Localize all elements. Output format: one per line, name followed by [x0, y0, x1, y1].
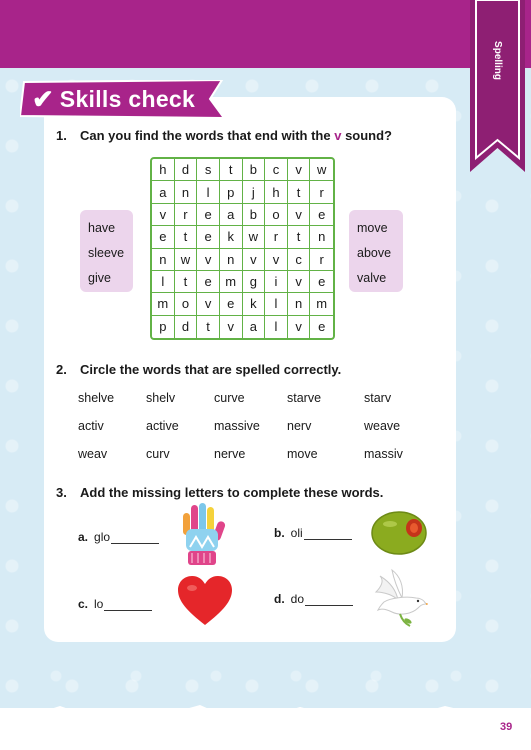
- grid-cell[interactable]: g: [243, 271, 266, 293]
- grid-cell[interactable]: e: [318, 319, 326, 335]
- word-option[interactable]: shelve: [78, 391, 115, 405]
- word-option[interactable]: massive: [214, 419, 260, 433]
- question-text-end: sound?: [341, 128, 392, 143]
- grid-cell[interactable]: m: [310, 293, 333, 315]
- word-option[interactable]: nerve: [214, 447, 246, 461]
- grid-cell[interactable]: e: [197, 271, 220, 293]
- missing-letters-a[interactable]: [78, 530, 159, 544]
- grid-cell[interactable]: r: [175, 204, 198, 226]
- word-option[interactable]: shelv: [146, 391, 176, 405]
- item-label: c.: [78, 597, 89, 611]
- grid-cell[interactable]: v: [288, 316, 311, 338]
- word-option[interactable]: curve: [214, 391, 245, 405]
- word-option[interactable]: starve: [287, 391, 322, 405]
- page-number: 39: [500, 721, 513, 733]
- word-prefix: glo: [94, 530, 111, 544]
- heart-icon: [177, 575, 233, 627]
- grid-cell[interactable]: r: [310, 181, 333, 203]
- word-option[interactable]: massiv: [364, 447, 403, 461]
- grid-cell[interactable]: v: [243, 249, 266, 271]
- grid-cell[interactable]: n: [152, 249, 175, 271]
- grid-cell[interactable]: t: [220, 159, 243, 181]
- word-option[interactable]: active: [146, 419, 179, 433]
- olive-icon: [370, 510, 428, 556]
- grid-cell[interactable]: k: [243, 293, 266, 315]
- header-band: [0, 0, 531, 68]
- question-2: [56, 362, 341, 377]
- grid-cell[interactable]: e: [310, 271, 333, 293]
- section-tab-label: Spelling: [492, 40, 503, 80]
- grid-cell[interactable]: n: [220, 249, 243, 271]
- word-list-right: [349, 210, 403, 292]
- grid-cell[interactable]: l: [265, 293, 288, 315]
- grid-cell[interactable]: l: [197, 181, 220, 203]
- word-option[interactable]: move: [287, 447, 318, 461]
- grid-cell[interactable]: t: [197, 316, 220, 338]
- word-option[interactable]: starv: [364, 391, 392, 405]
- grid-cell[interactable]: e: [197, 226, 220, 248]
- question-3: [56, 485, 383, 500]
- word-list-item: move: [357, 221, 388, 235]
- grid-cell[interactable]: v: [152, 204, 175, 226]
- question-text: Add the missing letters to complete these words.: [80, 485, 384, 500]
- grid-cell[interactable]: i: [265, 271, 288, 293]
- grid-cell[interactable]: d: [175, 159, 198, 181]
- item-label: a.: [78, 530, 89, 544]
- word-prefix: oli: [290, 526, 303, 540]
- grid-cell[interactable]: r: [310, 249, 333, 271]
- grid-cell[interactable]: d: [175, 316, 198, 338]
- word-option[interactable]: curv: [146, 447, 170, 461]
- word-list-item: valve: [357, 271, 387, 285]
- grid-cell[interactable]: w: [175, 249, 198, 271]
- word-list-left: [80, 210, 133, 292]
- glove-icon: [180, 503, 226, 569]
- grid-cell[interactable]: c: [265, 159, 288, 181]
- grid-cell[interactable]: j: [243, 181, 266, 203]
- grid-cell[interactable]: w: [310, 159, 333, 181]
- item-label: d.: [274, 592, 285, 606]
- grid-cell[interactable]: o: [265, 204, 288, 226]
- grid-cell[interactable]: e: [152, 226, 175, 248]
- grid-cell[interactable]: w: [243, 226, 266, 248]
- question-1: [56, 128, 392, 143]
- grid-cell[interactable]: v: [197, 249, 220, 271]
- grid-cell[interactable]: n: [310, 226, 333, 248]
- question-number: 3.: [56, 485, 67, 500]
- dove-icon: [372, 568, 428, 630]
- missing-letters-d[interactable]: [274, 592, 353, 606]
- answer-line[interactable]: [111, 532, 159, 544]
- grid-cell[interactable]: b: [243, 159, 266, 181]
- grid-cell[interactable]: l: [265, 316, 288, 338]
- grid-cell[interactable]: a: [243, 316, 266, 338]
- grid-cell[interactable]: n: [175, 181, 198, 203]
- grid-cell[interactable]: t: [288, 181, 311, 203]
- answer-line[interactable]: [304, 528, 352, 540]
- grid-cell[interactable]: k: [220, 226, 243, 248]
- grid-cell[interactable]: e: [310, 204, 333, 226]
- grid-cell[interactable]: v: [288, 271, 311, 293]
- question-number: 1.: [56, 128, 67, 143]
- word-option[interactable]: weave: [364, 419, 401, 433]
- grid-cell[interactable]: t: [175, 226, 198, 248]
- section-tab: [470, 0, 525, 175]
- word-list-item: have: [88, 221, 116, 235]
- grid-cell[interactable]: n: [288, 293, 311, 315]
- question-number: 2.: [56, 362, 67, 377]
- grid-cell[interactable]: o: [175, 293, 198, 315]
- word-option[interactable]: nerv: [287, 419, 312, 433]
- grid-cell[interactable]: v: [288, 159, 311, 181]
- grid-cell[interactable]: a: [152, 181, 175, 203]
- grid-cell[interactable]: v: [288, 204, 311, 226]
- grid-cell[interactable]: v: [265, 249, 288, 271]
- grid-cell[interactable]: a: [220, 204, 243, 226]
- word-list-item: give: [88, 271, 111, 285]
- grid-cell[interactable]: e: [197, 204, 220, 226]
- word-prefix: lo: [94, 597, 104, 611]
- grid-cell[interactable]: t: [175, 271, 198, 293]
- word-search-grid: [150, 157, 335, 340]
- grid-cell[interactable]: p: [152, 316, 175, 338]
- grid-cell[interactable]: r: [265, 226, 288, 248]
- grid-cell[interactable]: m: [220, 271, 243, 293]
- grid-cell[interactable]: v: [197, 293, 220, 315]
- word-option[interactable]: activ: [78, 419, 104, 433]
- highlight-letter: v: [334, 128, 342, 143]
- grid-cell[interactable]: l: [152, 271, 175, 293]
- missing-letters-b[interactable]: [274, 526, 352, 540]
- grid-cell[interactable]: s: [197, 159, 220, 181]
- grid-cell[interactable]: v: [220, 316, 243, 338]
- check-mark-icon: ✔: [32, 83, 54, 114]
- word-list-item: above: [357, 246, 392, 260]
- grid-cell[interactable]: e: [220, 293, 243, 315]
- grid-cell[interactable]: h: [152, 159, 175, 181]
- item-label: b.: [274, 526, 285, 540]
- question-text: Circle the words that are spelled correctly.: [80, 362, 342, 377]
- question-text: Can you find the words that end with the: [80, 128, 335, 143]
- word-prefix: do: [290, 592, 305, 606]
- word-option[interactable]: weav: [78, 447, 108, 461]
- missing-letters-c[interactable]: [78, 597, 152, 611]
- answer-line[interactable]: [104, 599, 152, 611]
- grid-cell[interactable]: h: [265, 181, 288, 203]
- grid-cell[interactable]: m: [152, 293, 175, 315]
- banner-title: Skills check: [59, 85, 196, 112]
- grid-cell[interactable]: t: [288, 226, 311, 248]
- answer-line[interactable]: [305, 594, 353, 606]
- grid-cell[interactable]: c: [288, 249, 311, 271]
- word-list-item: sleeve: [88, 246, 125, 260]
- grid-cell[interactable]: b: [243, 204, 266, 226]
- skills-check-banner: [20, 80, 226, 118]
- torn-paper-edge: [0, 700, 531, 750]
- grid-cell[interactable]: p: [220, 181, 243, 203]
